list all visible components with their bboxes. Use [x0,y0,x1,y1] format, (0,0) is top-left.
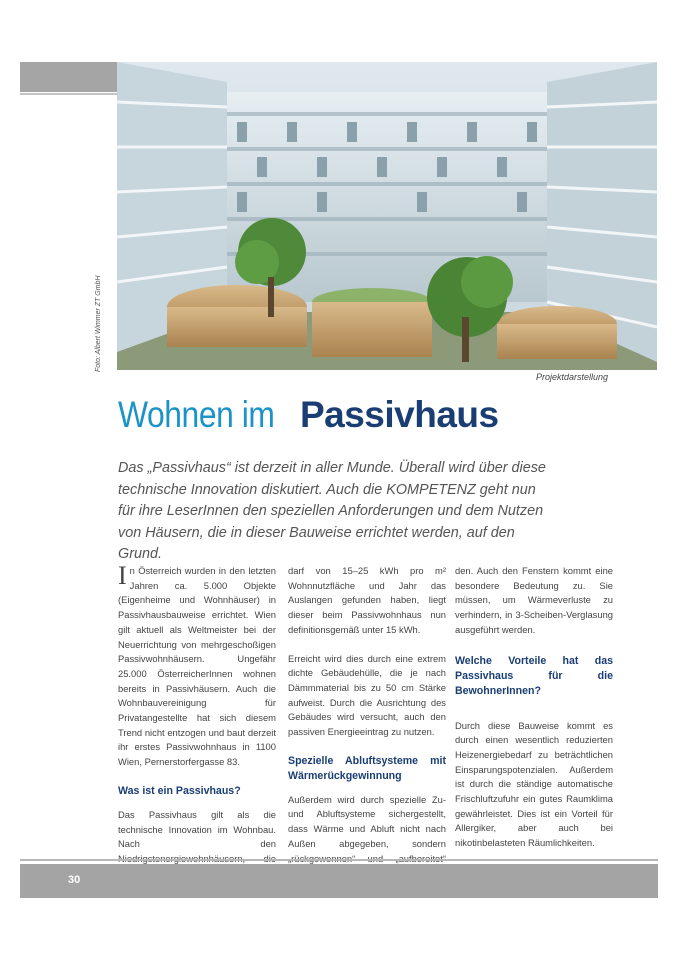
drop-cap: I [118,561,127,590]
subheading-vorteile: Welche Vorteile hat das Passivhaus für die BewohnerInnen? [455,654,613,697]
lead-paragraph: Das „Passivhaus“ ist derzeit in aller Munde. Überall wird über diese technische Innovation diskutiert. Auch die KOMPETENZ geht nun für ihre LeserInnen den speziellen Anforderungen und dem Nutzen von Häusern, die in dieser Bauweise errichtet werden, auf den Grund. [118,460,546,562]
image-caption: Projektdarstellung [535,372,608,382]
paragraph-windows: den. Auch den Fenstern kommt eine besondere Bedeutung zu. Sie müssen, um Wärmeverluste zu verhindern, in 3-Scheiben-Verglasung ausgeführt werden. [455,565,613,635]
photo-credit: Foto: Albert Wimmer ZT GmbH [95,275,102,372]
title-part-bold: Passivhaus [299,394,499,435]
text-column-3 [455,564,613,851]
header-rule [20,93,117,95]
paragraph-energy: darf von 15–25 kWh pro m² Wohnnutzfläche und Jahr das Auslangen gefunden haben, liegt dieser beim Passivwohnhaus nun definitionsgemäß unter 15 kWh. [288,565,446,635]
intro-paragraph [118,561,276,770]
paragraph-definition: Das Passivhaus gilt als die technische Innovation im Wohnbau. Nach den [118,808,276,850]
paragraph-benefits: Durch diese Bauweise kommt es durch einen wesentlich reduzierten Heizenergiebedarf zu beträchtlichen Einsparungspotenzialen. Außerdem ist durch die ständige automatische Frischluftzufuhr ein gutes Raumklima gewährleistet. Dies ist ein Vorteil für Allergiker, aber auch bei nikotinbelasteten Räumlichkeiten. [455,719,613,849]
article-title [118,396,499,433]
footer-bar [20,864,658,898]
paragraph-envelope: Erreicht wird dies durch eine extrem dichte Gebäudehülle, die je nach Dämmmaterial bis zu 50 cm Stärke aufweist. Durch die Ausrichtung des Gebäudes wird versucht, auch den passiven Energieeintrag zu nutzen. [288,652,446,738]
page-number: 30 [68,874,81,886]
text-column-1 [118,561,276,881]
text-column-2 [288,564,446,881]
title-part-light: Wohnen im [118,394,275,435]
header-grey-tab [20,62,117,92]
footer-rule [20,859,658,861]
subheading-was-ist: Was ist ein Passivhaus? [118,784,241,797]
intro-text: n Österreich wurden in den letzten Jahren ca. 5.000 Objekte (Eigenheime und Wohnhäuser) in Passivhausbauweise errichtet. Wien gilt aktuell als Weltmeister bei der Neuerrichtung von mehrgeschoßigen Passivwohnhäusern. Ungefähr 25.000 ÖsterreicherInnen wohnen bereits in Passivhäusern. Auch die Wohnbauvereinigung für Privatangestellte hat sich diesem Trend nicht entzogen und baut derzeit ihr erstes Passivwohnhaus in 1100 Wien, Pernerstorfergasse 83. [118,565,276,768]
subheading-abluftsysteme: Spezielle Abluftsysteme mit Wärmerückgewinnung [288,754,446,782]
project-rendering-image [117,62,657,370]
paragraph-ventilation: Außerdem wird durch spezielle Zu- und Abluftsysteme sichergestellt, dass Wärme und Abluft nicht nach Außen abgegeben, sondern [288,793,446,849]
